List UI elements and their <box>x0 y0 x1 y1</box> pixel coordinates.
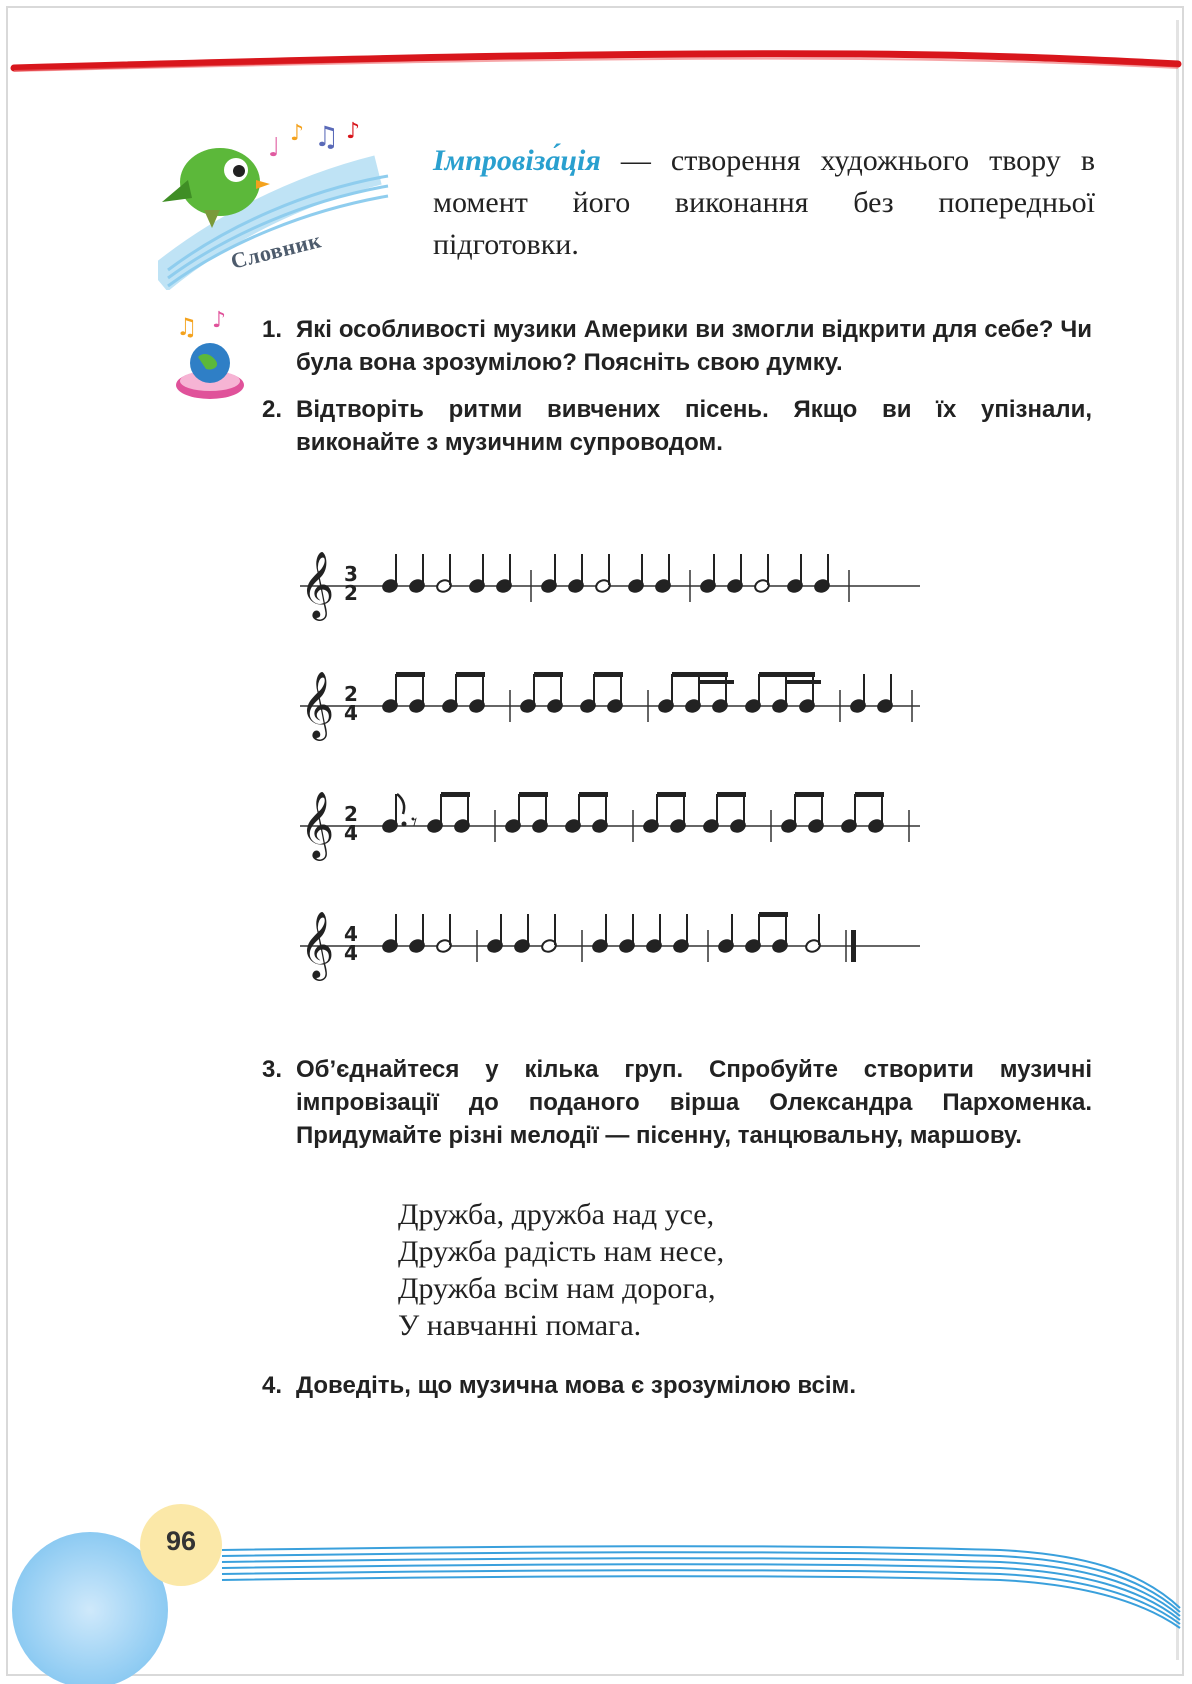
task-number: 3. <box>262 1056 283 1083</box>
beam <box>396 672 425 677</box>
poem-line: Дружба, дружба над усе, <box>398 1198 715 1231</box>
time-signature-bottom: 2 <box>344 581 358 605</box>
glossary-badge <box>158 110 398 290</box>
time-signature-top: 3 <box>344 562 358 586</box>
poem-line: Дружба радість нам несе, <box>398 1235 725 1268</box>
task-4 <box>262 1369 1092 1402</box>
beam <box>579 792 608 797</box>
svg-text:♪: ♪ <box>346 119 361 144</box>
rhythm-notation <box>300 530 1020 1010</box>
treble-clef-icon: 𝄞 <box>300 790 335 858</box>
page-edge <box>1176 20 1179 1660</box>
svg-text:♫: ♫ <box>176 313 198 341</box>
rhythm-line-3 <box>300 790 920 861</box>
task-3 <box>262 1053 1092 1152</box>
task-text: Відтворіть ритми вивчених пісень. Якщо ви їх упізнали, виконайте з музичним супроводом. <box>296 396 1092 456</box>
rhythm-line-2 <box>300 670 920 741</box>
time-signature-bottom: 4 <box>344 941 358 965</box>
eighth-rest: 𝄾 <box>411 808 418 836</box>
svg-text:♫: ♫ <box>314 120 340 153</box>
dot <box>402 822 407 827</box>
glossary-label: Словник <box>228 227 324 274</box>
beam <box>594 672 623 677</box>
svg-text:♪: ♪ <box>212 308 227 333</box>
task-number: 2. <box>262 396 283 423</box>
secondary-beam <box>786 680 821 684</box>
poem-line: У навчанні помага. <box>398 1309 642 1342</box>
note-flag <box>397 794 404 814</box>
poem-line: Дружба всім нам дорога, <box>398 1272 716 1305</box>
secondary-beam <box>699 680 734 684</box>
beam <box>795 792 824 797</box>
task-2 <box>262 393 1092 459</box>
time-signature-bottom: 4 <box>344 701 358 725</box>
treble-clef-icon: 𝄞 <box>300 670 335 738</box>
task-number: 1. <box>262 316 283 343</box>
final-barline <box>851 930 856 962</box>
treble-clef-icon: 𝄞 <box>300 910 335 978</box>
poem <box>398 1196 724 1344</box>
task-text: Які особливості музики Америки ви змогли відкрити для себе? Чи була вона зрозумілою? Поясніть свою думку. <box>296 316 1092 376</box>
beam <box>456 672 485 677</box>
time-signature-top: 4 <box>344 922 358 946</box>
beam <box>534 672 563 677</box>
task-text: Доведіть, що музична мова є зрозумілою всім. <box>296 1372 856 1399</box>
page-number: 96 <box>165 1526 197 1556</box>
beam <box>672 672 728 677</box>
glossary-term: Імпровіза́ція <box>433 144 601 177</box>
time-signature-top: 2 <box>344 682 358 706</box>
beam <box>759 672 815 677</box>
treble-clef-icon: 𝄞 <box>300 550 335 618</box>
glossary-definition <box>433 140 1095 266</box>
time-signature-top: 2 <box>344 802 358 826</box>
beam <box>759 912 788 917</box>
time-signature-bottom: 4 <box>344 821 358 845</box>
beam <box>717 792 746 797</box>
rhythm-line-1 <box>300 550 920 621</box>
beam <box>657 792 686 797</box>
svg-text:♪: ♪ <box>290 121 305 146</box>
top-red-swoosh <box>0 40 1192 90</box>
bird-icon <box>180 148 260 216</box>
rhythm-line-4 <box>300 910 920 981</box>
beam <box>855 792 884 797</box>
task-text: Об’єднайтеся у кілька груп. Спробуйте створити музичні імпровізації до поданого вірша Олександра Пархоменка. Придумайте різні мелодії — пісенну, танцювальну, маршову. <box>296 1056 1092 1149</box>
glossary-definition-text: — створення художнього твору в момент його виконання без попередньої підготовки. <box>433 144 1095 261</box>
svg-text:♩: ♩ <box>268 133 281 163</box>
task-1 <box>262 313 1092 379</box>
beam <box>519 792 548 797</box>
beam <box>441 792 470 797</box>
globe-music-icon <box>168 305 252 405</box>
task-number: 4. <box>262 1372 283 1399</box>
